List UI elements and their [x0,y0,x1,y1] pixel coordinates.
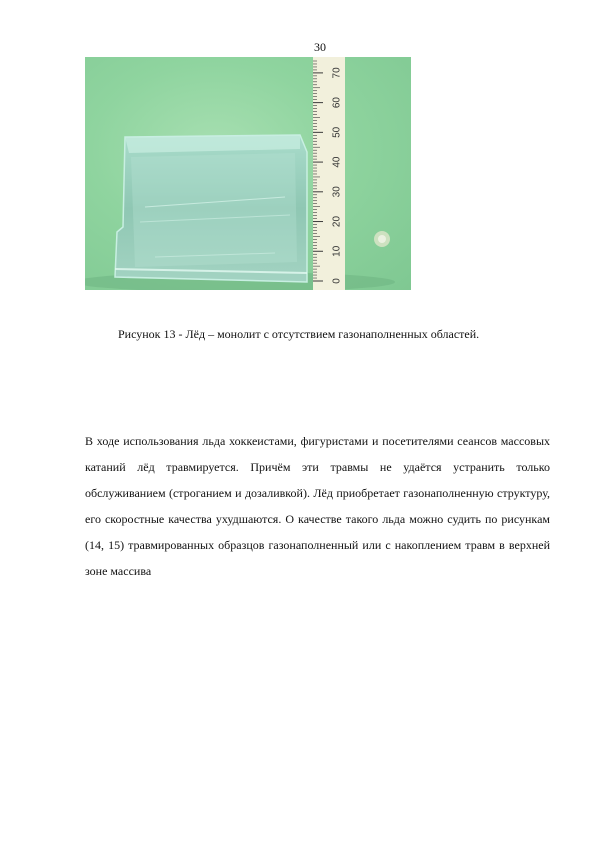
ice-block-photo-drawing [85,57,411,290]
ice-block-photo [85,57,411,290]
page-number: 30 [314,40,326,54]
ruler-label: 30 [331,186,343,198]
figure-caption: Рисунок 13 - Лёд – монолит с отсутствием газонаполненных областей. [118,327,480,341]
ruler-label: 40 [331,156,343,168]
ruler-label: 20 [331,215,343,228]
ruler-label: 60 [331,97,343,109]
ruler-label: 50 [331,126,343,138]
ruler [313,57,345,290]
ruler-label: 70 [331,67,343,79]
ruler-label: 10 [331,245,343,257]
body-paragraph: В ходе использования льда хоккеистами, фигуристами и посетителями сеансов массовых катаний лёд травмируется. Причём эти травмы не удаётся устранить только обслуживанием (строганием и дозаливкой). Лёд приобретает газонаполненную структуру, его скоростные качества ухудшаются. О качестве такого льда можно судить по рисункам (14, 15) травмированных образцов газонаполненный или с накоплением травм в верхней зоне массива [85,434,550,578]
pin-highlight [378,235,386,243]
ice-block [115,135,307,282]
ruler-label: 0 [331,278,343,284]
